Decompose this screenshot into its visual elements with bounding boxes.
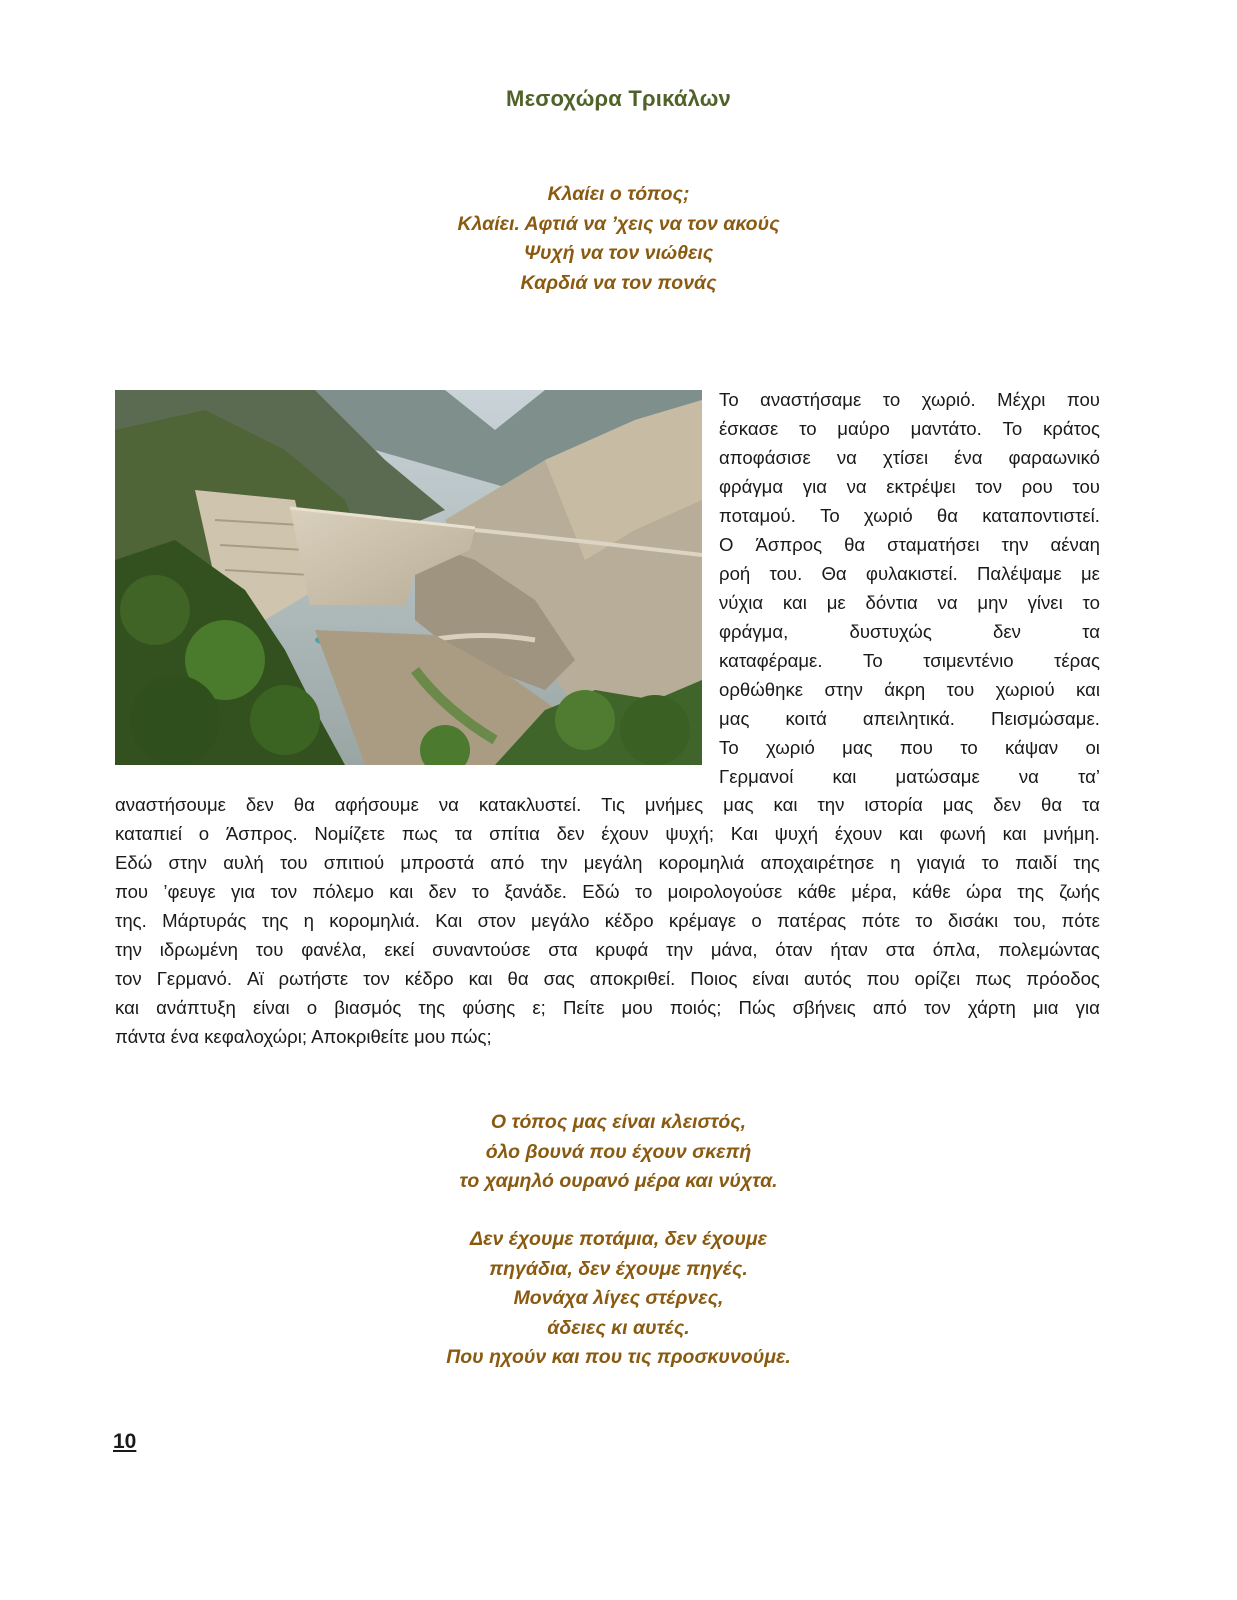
poem-line: Καρδιά να τον πονάς bbox=[520, 271, 717, 294]
paragraph-full bbox=[115, 790, 1100, 1051]
text-line: ορθώθηκε στην άκρη του χωριού και bbox=[719, 679, 1100, 700]
text-line: Το αναστήσαμε το χωριό. Μέχρι που bbox=[719, 389, 1100, 410]
poem-bottom-stanza-1 bbox=[0, 1108, 1237, 1197]
text-line: ροή του. Θα φυλακιστεί. Παλέψαμε με bbox=[719, 563, 1100, 584]
paragraph-wrapped bbox=[719, 385, 1100, 791]
page-number: 10 bbox=[113, 1430, 137, 1453]
text-line: έσκασε το μαύρο μαντάτο. Το κράτος bbox=[719, 418, 1100, 439]
text-line: αναστήσουμε δεν θα αφήσουμε να κατακλυστεί. Τις μνήμες μας και την ιστορία μας δεν θα τα bbox=[115, 794, 1100, 815]
text-line: πάντα ένα κεφαλοχώρι; Αποκριθείτε μου πώς; bbox=[115, 1026, 492, 1047]
text-line: Εδώ στην αυλή του σπιτιού μπροστά από την μεγάλη κορομηλιά αποχαιρέτησε η γιαγιά το παιδί της bbox=[115, 852, 1100, 873]
poem-line: Που ηχούν και που τις προσκυνούμε. bbox=[446, 1346, 791, 1368]
text-line: καταπιεί ο Άσπρος. Νομίζετε πως τα σπίτια δεν έχουν ψυχή; Και ψυχή έχουν και φωνή και μνήμη. bbox=[115, 823, 1100, 844]
text-line: Ο Άσπρος θα σταματήσει την αέναη bbox=[719, 534, 1100, 555]
text-line: φράγμα, δυστυχώς δεν τα bbox=[719, 621, 1100, 642]
text-line: Το χωριό μας που το κάψαν οι bbox=[719, 737, 1100, 758]
text-line: νύχια και με δόντια να μην γίνει το bbox=[719, 592, 1100, 613]
poem-line: Κλαίει ο τόπος; bbox=[547, 183, 690, 205]
poem-line: Ο τόπος μας είναι κλειστός, bbox=[490, 1111, 747, 1133]
poem-line: πηγάδια, δεν έχουμε πηγές. bbox=[489, 1257, 748, 1280]
text-line: καταφέραμε. Το τσιμεντένιο τέρας bbox=[719, 650, 1100, 671]
poem-line: το χαμηλό ουρανό μέρα και νύχτα. bbox=[459, 1170, 778, 1192]
poem-bottom-stanza-2 bbox=[0, 1225, 1237, 1373]
text-line: φράγμα για να εκτρέψει τον ρου του bbox=[719, 476, 1100, 497]
text-line: μας κοιτά απειλητικά. Πεισμώσαμε. bbox=[719, 708, 1100, 729]
text-line: αποφάσισε να χτίσει ένα φαραωνικό bbox=[719, 447, 1100, 468]
poem-line: όλο βουνά που έχουν σκεπή bbox=[485, 1140, 752, 1163]
text-line: τον Γερμανό. Αϊ ρωτήστε τον κέδρο και θα σας αποκριθεί. Ποιος είναι αυτός που ορίζει πως πρόοδος bbox=[115, 968, 1100, 989]
dam-landscape-photo bbox=[115, 390, 702, 765]
poem-line: Ψυχή να τον νιώθεις bbox=[523, 242, 714, 264]
poem-line: Κλαίει. Αφτιά να ’χεις να τον ακούς bbox=[457, 212, 780, 235]
poem-line: άδειες κι αυτές. bbox=[547, 1316, 690, 1339]
poem-top bbox=[0, 180, 1237, 298]
page-title: Μεσοχώρα Τρικάλων bbox=[506, 86, 731, 111]
poem-line: Δεν έχουμε ποτάμια, δεν έχουμε bbox=[470, 1228, 767, 1250]
text-line: και ανάπτυξη είναι ο βιασμός της φύσης ε; Πείτε μου ποιός; Πώς σβήνεις από τον χάρτη μια για bbox=[115, 997, 1100, 1018]
text-line: Γερμανοί και ματώσαμε να τα’ bbox=[719, 766, 1100, 787]
text-line: που ’φευγε για τον πόλεμο και δεν το ξανάδε. Εδώ το μοιρολογούσε κάθε μέρα, κάθε ώρα της ζωής bbox=[115, 881, 1100, 902]
text-line: της. Μάρτυράς της η κορομηλιά. Και στον μεγάλο κέδρο κρέμαγε ο πατέρας πότε το δισάκι του, πότε bbox=[115, 910, 1100, 931]
text-line: την ιδρωμένη του φανέλα, εκεί συναντούσε στα κρυφά την μάνα, όταν ήταν στα όπλα, πολεμώντας bbox=[115, 939, 1100, 960]
poem-line: Μονάχα λίγες στέρνες, bbox=[513, 1287, 724, 1309]
text-line: ποταμού. Το χωριό θα καταποντιστεί. bbox=[719, 505, 1100, 526]
